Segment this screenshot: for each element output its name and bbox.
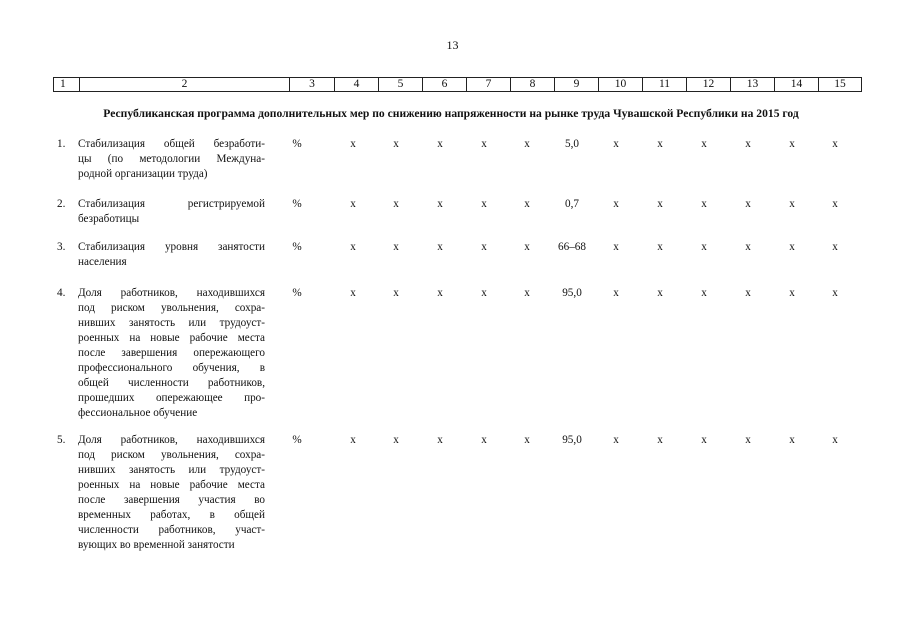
value-cell: x bbox=[393, 241, 399, 253]
unit-cell: % bbox=[292, 138, 302, 150]
indicator-name-line: вующих во временной занятости bbox=[78, 539, 235, 551]
header-row bbox=[54, 78, 862, 92]
indicator-name-line: под риском увольнения, сохра- bbox=[78, 449, 265, 461]
indicator-name-line: под риском увольнения, сохра- bbox=[78, 302, 265, 314]
value-cell: x bbox=[613, 138, 619, 150]
value-cell: x bbox=[701, 138, 707, 150]
value-cell: x bbox=[393, 138, 399, 150]
value-cell: 95,0 bbox=[562, 287, 582, 299]
indicator-name-line: роенных на новые рабочие места bbox=[78, 332, 265, 344]
indicator-name-line: Стабилизация общей безработи- bbox=[78, 138, 265, 150]
value-cell: x bbox=[524, 241, 530, 253]
value-cell: 66–68 bbox=[558, 241, 586, 253]
page-number: 13 bbox=[446, 38, 459, 52]
indicator-name-line: Стабилизация уровня занятости bbox=[78, 241, 265, 253]
value-cell: x bbox=[524, 287, 530, 299]
header-cell: 5 bbox=[379, 78, 423, 92]
row-number: 2. bbox=[57, 198, 66, 210]
indicator-name-line: численности работников, участ- bbox=[78, 524, 265, 536]
value-cell: x bbox=[437, 287, 443, 299]
indicator-name-line: населения bbox=[78, 256, 127, 268]
value-cell: x bbox=[481, 287, 487, 299]
header-cell: 9 bbox=[555, 78, 599, 92]
indicator-name-line: после завершения опережающего bbox=[78, 347, 265, 359]
indicator-name-line: временных работах, в общей bbox=[78, 509, 265, 521]
value-cell: x bbox=[437, 138, 443, 150]
value-cell: x bbox=[832, 198, 838, 210]
header-cell: 11 bbox=[643, 78, 687, 92]
header-cell: 4 bbox=[335, 78, 379, 92]
value-cell: x bbox=[481, 198, 487, 210]
value-cell: x bbox=[701, 241, 707, 253]
indicator-name-line: роенных на новые рабочие места bbox=[78, 479, 265, 491]
value-cell: x bbox=[745, 241, 751, 253]
value-cell: x bbox=[437, 434, 443, 446]
header-cell: 12 bbox=[687, 78, 731, 92]
value-cell: x bbox=[613, 198, 619, 210]
value-cell: x bbox=[789, 198, 795, 210]
value-cell: x bbox=[524, 138, 530, 150]
header-cell: 2 bbox=[80, 78, 290, 92]
indicator-name-line: нивших занятость или трудоуст- bbox=[78, 464, 265, 476]
indicator-name-line: безработицы bbox=[78, 213, 140, 225]
header-cell: 6 bbox=[423, 78, 467, 92]
value-cell: x bbox=[745, 198, 751, 210]
indicator-name-line: прошедших опережающее про- bbox=[78, 392, 265, 404]
value-cell: x bbox=[657, 287, 663, 299]
section-title: Республиканская программа дополнительных мер по снижению напряженности на рынке труда Чувашской Республики на 2015 год bbox=[103, 107, 799, 120]
value-cell: x bbox=[524, 434, 530, 446]
value-cell: x bbox=[350, 287, 356, 299]
unit-cell: % bbox=[292, 241, 302, 253]
value-cell: x bbox=[393, 198, 399, 210]
header-cell: 8 bbox=[511, 78, 555, 92]
value-cell: x bbox=[393, 434, 399, 446]
indicator-name-line: общей численности работников, bbox=[78, 377, 265, 389]
indicator-name bbox=[78, 286, 265, 421]
value-cell: x bbox=[701, 434, 707, 446]
value-cell: x bbox=[789, 138, 795, 150]
column-number-header bbox=[53, 77, 862, 92]
value-cell: x bbox=[657, 198, 663, 210]
value-cell: 95,0 bbox=[562, 434, 582, 446]
value-cell: x bbox=[350, 241, 356, 253]
header-cell: 13 bbox=[731, 78, 775, 92]
value-cell: x bbox=[789, 434, 795, 446]
unit-cell: % bbox=[292, 434, 302, 446]
value-cell: x bbox=[745, 287, 751, 299]
header-cell: 10 bbox=[599, 78, 643, 92]
value-cell: x bbox=[832, 434, 838, 446]
indicator-name-line: профессионального обучения, в bbox=[78, 362, 265, 374]
value-cell: x bbox=[832, 287, 838, 299]
value-cell: x bbox=[789, 287, 795, 299]
indicator-name-line: Стабилизация регистрируемой bbox=[78, 198, 265, 210]
header-cell: 3 bbox=[290, 78, 335, 92]
row-number: 3. bbox=[57, 241, 66, 253]
value-cell: x bbox=[481, 434, 487, 446]
header-cell: 14 bbox=[775, 78, 819, 92]
value-cell: x bbox=[745, 434, 751, 446]
value-cell: x bbox=[745, 138, 751, 150]
value-cell: x bbox=[701, 198, 707, 210]
value-cell: x bbox=[350, 434, 356, 446]
value-cell: x bbox=[481, 241, 487, 253]
indicator-name bbox=[78, 433, 265, 553]
value-cell: 5,0 bbox=[565, 138, 579, 150]
indicator-name-line: нивших занятость или трудоуст- bbox=[78, 317, 265, 329]
value-cell: x bbox=[789, 241, 795, 253]
value-cell: x bbox=[657, 241, 663, 253]
value-cell: x bbox=[437, 198, 443, 210]
indicator-name-line: после завершения участия во bbox=[78, 494, 265, 506]
value-cell: x bbox=[613, 241, 619, 253]
header-cell: 7 bbox=[467, 78, 511, 92]
value-cell: x bbox=[832, 241, 838, 253]
indicator-name bbox=[78, 137, 265, 182]
indicator-name-line: Доля работников, находившихся bbox=[78, 434, 265, 446]
indicator-name-line: фессиональное обучение bbox=[78, 407, 198, 419]
value-cell: x bbox=[350, 198, 356, 210]
value-cell: x bbox=[613, 434, 619, 446]
value-cell: x bbox=[350, 138, 356, 150]
header-cell: 1 bbox=[54, 78, 80, 92]
indicator-name-line: родной организации труда) bbox=[78, 168, 208, 180]
indicator-name bbox=[78, 240, 265, 270]
value-cell: x bbox=[832, 138, 838, 150]
indicator-name-line: цы (по методологии Междуна- bbox=[78, 153, 265, 165]
unit-cell: % bbox=[292, 287, 302, 299]
value-cell: x bbox=[657, 138, 663, 150]
value-cell: x bbox=[657, 434, 663, 446]
unit-cell: % bbox=[292, 198, 302, 210]
value-cell: x bbox=[481, 138, 487, 150]
value-cell: x bbox=[524, 198, 530, 210]
indicator-name bbox=[78, 197, 265, 227]
value-cell: x bbox=[613, 287, 619, 299]
row-number: 5. bbox=[57, 434, 66, 446]
row-number: 1. bbox=[57, 138, 66, 150]
value-cell: x bbox=[701, 287, 707, 299]
row-number: 4. bbox=[57, 287, 66, 299]
value-cell: x bbox=[393, 287, 399, 299]
indicator-name-line: Доля работников, находившихся bbox=[78, 287, 265, 299]
value-cell: 0,7 bbox=[565, 198, 579, 210]
value-cell: x bbox=[437, 241, 443, 253]
header-cell: 15 bbox=[819, 78, 862, 92]
